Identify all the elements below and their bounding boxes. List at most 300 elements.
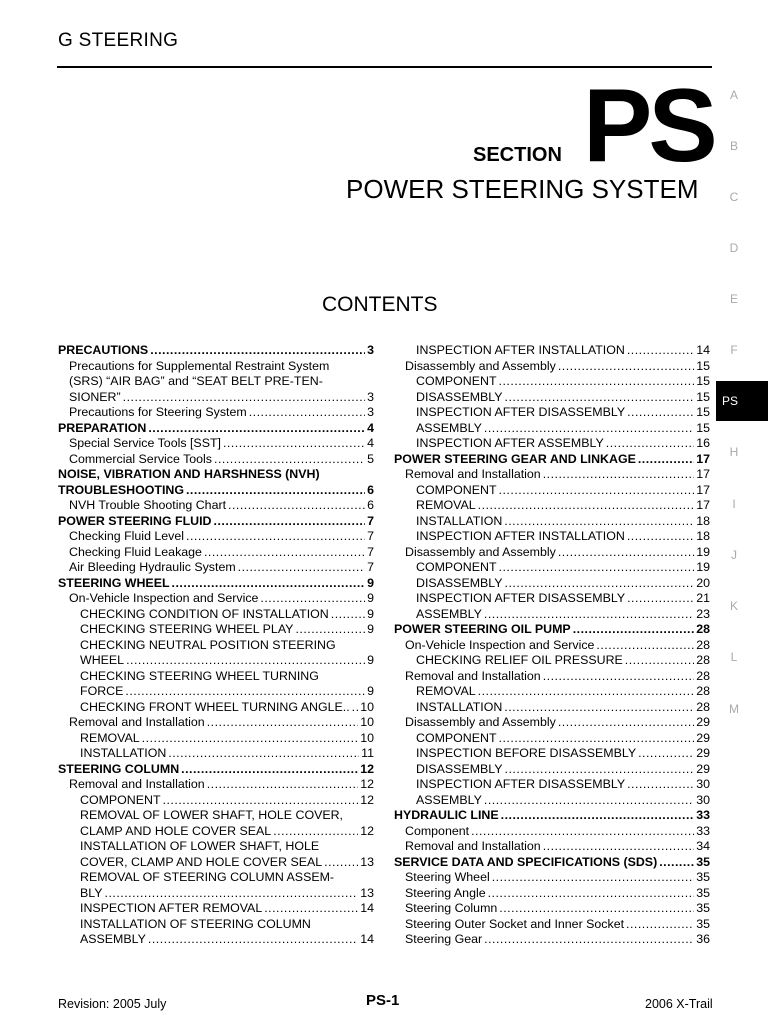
toc-entry[interactable] [394,390,710,406]
toc-dot-leader [264,901,358,917]
toc-entry-title: Steering Angle [405,885,486,900]
toc-entry-page: 35 [696,885,710,900]
toc-entry[interactable] [58,421,374,437]
toc-entry-title: SIONER” [69,389,121,404]
toc-entry-title: FORCE [80,684,124,698]
toc-entry-page: 33 [696,823,710,838]
toc-entry-page: 6 [367,482,374,497]
toc-entry-title: INSPECTION AFTER DISASSEMBLY [416,777,626,791]
toc-entry[interactable] [58,483,374,499]
toc-dot-leader [558,359,694,375]
toc-entry-title: Commercial Service Tools [69,451,212,466]
toc-dot-leader [228,498,365,514]
toc-dot-leader [626,917,694,933]
toc-entry-title: Disassembly and Assembly [405,544,556,559]
toc-dot-leader [163,793,359,809]
toc-entry-title: REMOVAL OF STEERING COLUMN ASSEM- [80,870,335,884]
toc-dot-leader [499,901,694,917]
toc-dot-leader [148,932,358,948]
toc-dot-leader [505,576,695,592]
toc-dot-leader [186,483,365,499]
toc-entry-page: 15 [696,358,710,373]
toc-entry[interactable] [58,932,374,948]
toc-entry-title: REMOVAL [80,730,140,745]
toc-entry-title: Steering Column [405,901,498,915]
toc-entry-title: COMPONENT [416,482,497,497]
toc-entry-title: Steering Gear [405,932,483,946]
toc-entry-title: REMOVAL [416,684,476,698]
toc-right-column [394,343,710,948]
toc-entry[interactable] [394,529,710,545]
toc-dot-leader [499,374,695,390]
toc-entry-title: SERVICE DATA AND SPECIFICATIONS (SDS) [394,854,658,869]
toc-entry-page: 35 [696,870,710,884]
toc-entry-title: INSTALLATION [80,746,167,760]
toc-dot-leader [499,483,695,499]
toc-entry[interactable] [58,886,374,902]
toc-entry-title: INSTALLATION OF LOWER SHAFT, HOLE [80,839,320,853]
toc-entry-title: PRECAUTIONS [58,343,149,357]
toc-entry[interactable] [58,855,374,871]
side-index-letter[interactable]: I [732,497,736,511]
toc-entry-title: WHEEL [80,653,125,667]
toc-entry[interactable] [394,467,710,483]
toc-entry-title: INSPECTION AFTER INSTALLATION [416,343,625,357]
toc-dot-leader [505,762,695,778]
toc-entry-title: Checking Fluid Leakage [69,544,202,559]
toc-entry[interactable] [394,669,710,685]
toc-entry[interactable] [394,514,710,530]
toc-entry-page: 29 [696,761,710,776]
toc-entry-page: 6 [367,498,374,512]
toc-entry[interactable] [394,452,710,468]
toc-entry-title: POWER STEERING FLUID [58,513,212,528]
toc-entry[interactable] [394,855,710,871]
toc-entry-title: INSPECTION AFTER DISASSEMBLY [416,591,626,605]
toc-dot-leader [478,684,695,700]
toc-dot-leader [125,684,365,700]
toc-dot-leader [238,560,365,576]
toc-entry[interactable] [58,669,374,685]
toc-dot-leader [168,746,359,762]
toc-entry-title: CLAMP AND HOLE COVER SEAL [80,823,272,838]
toc-entry[interactable] [394,483,710,499]
toc-entry-title: On-Vehicle Inspection and Service [69,591,259,605]
toc-entry-title: TROUBLESHOOTING [58,482,184,497]
toc-entry[interactable] [394,762,710,778]
toc-entry-page: 17 [696,451,710,466]
toc-entry-title: Removal and Installation [69,715,205,729]
toc-entry[interactable] [58,467,374,483]
toc-entry-title: Component [405,823,470,838]
toc-entry[interactable] [58,498,374,514]
toc-dot-leader [123,390,365,406]
toc-entry[interactable] [394,715,710,731]
toc-entry[interactable] [394,808,710,824]
toc-dot-leader [638,746,694,762]
toc-dot-leader [558,545,694,561]
group-title: G STEERING [58,30,179,51]
toc-entry-title: ASSEMBLY [416,792,482,807]
toc-entry-page: 7 [367,560,374,574]
toc-entry-title: NOISE, VIBRATION AND HARSHNESS (NVH) [58,467,320,481]
toc-entry-title: Air Bleeding Hydraulic System [69,560,236,574]
toc-entry-title: COMPONENT [416,374,497,388]
toc-entry[interactable] [394,901,710,917]
toc-entry-page: 12 [360,761,374,776]
toc-entry-title: Precautions for Steering System [69,405,247,419]
toc-entry[interactable] [58,917,374,933]
toc-entry[interactable] [58,638,374,654]
toc-dot-leader [499,560,695,576]
toc-entry[interactable] [394,374,710,390]
toc-entry-page: 28 [696,622,710,636]
toc-entry[interactable] [58,715,374,731]
toc-entry-page: 34 [696,839,710,853]
toc-entry-page: 7 [367,513,374,528]
toc-dot-leader [260,591,365,607]
toc-dot-leader [186,529,365,545]
side-index-letter[interactable]: C [729,190,739,204]
toc-entry-title: BLY [80,885,103,900]
toc-entry[interactable] [394,824,710,840]
toc-entry-page: 15 [696,420,710,435]
toc-entry[interactable] [58,653,374,669]
toc-entry[interactable] [394,839,710,855]
toc-entry-title: Steering Outer Socket and Inner Socket [405,916,625,931]
toc-entry-title: INSTALLATION [416,513,503,528]
toc-entry-title: PREPARATION [58,420,147,435]
toc-dot-leader [471,824,694,840]
toc-entry[interactable] [394,746,710,762]
toc-entry-title: ASSEMBLY [80,932,146,946]
toc-entry-title: (SRS) “AIR BAG” and “SEAT BELT PRE-TEN- [69,374,323,388]
toc-entry[interactable] [394,591,710,607]
toc-entry-title: HYDRAULIC LINE [394,808,499,822]
toc-dot-leader [505,390,695,406]
toc-entry-page: 16 [696,436,710,450]
side-index-letter[interactable]: L [730,650,738,664]
toc-entry[interactable] [394,607,710,623]
toc-entry[interactable] [394,421,710,437]
toc-entry-page: 11 [361,746,374,760]
toc-entry-title: ASSEMBLY [416,606,482,621]
toc-entry-page: 13 [360,885,374,900]
toc-dot-leader [484,932,694,948]
toc-entry[interactable] [58,762,374,778]
toc-entry-page: 35 [696,916,710,931]
toc-entry-page: 9 [367,575,374,590]
toc-entry-title: REMOVAL OF LOWER SHAFT, HOLE COVER, [80,808,343,822]
toc-entry-page: 35 [696,854,710,869]
toc-entry-title: CHECKING STEERING WHEEL PLAY [80,622,294,636]
toc-entry-page: 35 [696,901,710,915]
toc-dot-leader [627,529,694,545]
toc-entry[interactable] [394,731,710,747]
toc-dot-leader [627,405,694,421]
toc-entry-title: COVER, CLAMP AND HOLE COVER SEAL [80,854,323,869]
toc-entry[interactable] [58,405,374,421]
toc-entry-title: STEERING WHEEL [58,575,170,590]
toc-dot-leader [142,731,359,747]
toc-dot-leader [573,622,695,638]
toc-dot-leader [126,653,365,669]
toc-entry-page: 14 [360,932,374,946]
toc-entry-title: Steering Wheel [405,870,490,884]
toc-dot-leader [331,607,365,623]
toc-entry-page: 19 [696,560,710,574]
toc-entry-title: Disassembly and Assembly [405,358,556,373]
toc-entry[interactable] [58,746,374,762]
toc-entry-page: 28 [696,637,710,652]
toc-entry-title: INSPECTION BEFORE DISASSEMBLY [416,746,637,760]
toc-entry[interactable] [58,684,374,700]
toc-entry[interactable] [394,545,710,561]
toc-entry[interactable] [58,870,374,886]
toc-entry-page: 36 [696,932,710,946]
toc-entry[interactable] [58,622,374,638]
toc-entry-page: 23 [696,606,710,621]
toc-dot-leader [214,514,366,530]
toc-entry-page: 9 [367,684,374,698]
toc-dot-leader [295,622,365,638]
toc-entry[interactable] [394,560,710,576]
toc-dot-leader [488,886,695,902]
toc-entry[interactable] [394,793,710,809]
toc-entry-title: INSPECTION AFTER REMOVAL [80,901,263,915]
toc-entry[interactable] [58,436,374,452]
toc-dot-leader [543,467,695,483]
toc-entry-title: POWER STEERING GEAR AND LINKAGE [394,451,636,466]
toc-entry[interactable] [58,576,374,592]
toc-entry[interactable] [58,777,374,793]
toc-entry[interactable] [394,870,710,886]
toc-entry-title: DISASSEMBLY [416,575,503,590]
toc-dot-leader [501,808,695,824]
toc-entry[interactable] [58,808,374,824]
section-name: POWER STEERING SYSTEM [346,174,699,204]
toc-dot-leader [204,545,365,561]
toc-entry[interactable] [394,700,710,716]
toc-entry[interactable] [58,514,374,530]
toc-entry-title: Removal and Installation [405,839,541,853]
toc-entry[interactable] [394,498,710,514]
toc-dot-leader [484,607,694,623]
toc-dot-leader [324,855,358,871]
toc-entry[interactable] [58,793,374,809]
toc-dot-leader [478,498,695,514]
toc-entry-title: POWER STEERING OIL PUMP [394,622,571,636]
toc-entry-title: COMPONENT [416,730,497,745]
toc-entry-page: 9 [367,606,374,621]
toc-entry-page: 28 [696,668,710,683]
toc-entry[interactable] [58,545,374,561]
toc-entry-title: NVH Trouble Shooting Chart [69,498,227,512]
toc-entry-title: DISASSEMBLY [416,761,503,776]
toc-entry[interactable] [58,343,374,359]
toc-entry[interactable] [58,529,374,545]
toc-entry[interactable] [58,901,374,917]
toc-entry[interactable] [58,374,374,390]
side-index-letter[interactable]: D [729,241,739,255]
toc-entry-page: 28 [696,699,710,714]
toc-entry-page: 29 [696,730,710,745]
toc-entry-page: 14 [360,901,374,915]
toc-dot-leader [659,855,694,871]
toc-entry-title: Disassembly and Assembly [405,715,556,729]
toc-entry-page: 18 [696,513,710,528]
toc-entry-page: 10 [360,699,374,714]
toc-entry-title: INSPECTION AFTER INSTALLATION [416,529,625,543]
toc-entry-page: 28 [696,684,710,698]
toc-entry-title: COMPONENT [416,560,497,574]
toc-entry-page: 17 [696,498,710,512]
toc-dot-leader [504,514,694,530]
toc-entry-page: 4 [367,436,374,450]
toc-entry-page: 9 [367,622,374,636]
toc-entry[interactable] [58,700,374,716]
toc-entry-title: REMOVAL [416,498,476,512]
toc-dot-leader [273,824,358,840]
toc-entry-title: COMPONENT [80,792,161,807]
section-code: PS [583,68,714,184]
side-index-letter[interactable]: A [729,88,738,102]
toc-entry-page: 3 [367,343,374,357]
toc-entry[interactable] [394,622,710,638]
toc-dot-leader [181,762,358,778]
toc-entry-page: 29 [696,746,710,760]
toc-dot-leader [543,839,695,855]
toc-entry[interactable] [58,607,374,623]
toc-entry-title: INSPECTION AFTER ASSEMBLY [416,436,604,450]
toc-dot-leader [207,777,359,793]
toc-entry[interactable] [58,390,374,406]
toc-entry[interactable] [394,436,710,452]
side-index-active-tab[interactable]: PS [716,381,768,421]
toc-entry[interactable] [394,576,710,592]
toc-entry-page: 12 [360,792,374,807]
toc-entry-page: 15 [696,405,710,419]
toc-entry-page: 14 [696,343,710,357]
toc-entry-page: 15 [696,389,710,404]
footer-model: 2006 X-Trail [645,997,713,1011]
toc-entry[interactable] [58,591,374,607]
contents-title: CONTENTS [322,293,438,316]
toc-entry[interactable] [394,684,710,700]
toc-dot-leader [150,343,365,359]
toc-entry[interactable] [394,359,710,375]
toc-entry[interactable] [394,886,710,902]
toc-dot-leader [625,653,694,669]
toc-dot-leader [558,715,694,731]
toc-entry-page: 17 [696,482,710,497]
toc-entry[interactable] [58,824,374,840]
toc-entry-title: On-Vehicle Inspection and Service [405,637,595,652]
toc-dot-leader [484,793,694,809]
side-index-letter[interactable]: F [730,343,738,357]
toc-entry-page: 12 [360,823,374,838]
toc-dot-leader [596,638,694,654]
toc-entry-page: 20 [696,575,710,590]
toc-dot-leader [627,591,694,607]
toc-entry-page: 18 [696,529,710,543]
toc-entry-page: 29 [696,715,710,729]
toc-entry[interactable] [394,777,710,793]
toc-entry[interactable] [394,917,710,933]
toc-entry[interactable] [58,839,374,855]
side-index-letter[interactable]: H [729,445,739,459]
toc-entry[interactable] [58,359,374,375]
toc-entry-title: Removal and Installation [69,777,205,791]
toc-entry[interactable] [394,653,710,669]
toc-entry[interactable] [394,405,710,421]
toc-entry-title: Special Service Tools [SST] [69,436,221,450]
toc-entry-page: 30 [696,792,710,807]
toc-entry-title: INSTALLATION OF STEERING COLUMN [80,916,311,931]
toc-entry[interactable] [394,343,710,359]
toc-dot-leader [484,421,694,437]
toc-entry-page: 5 [367,451,374,466]
toc-entry-title: Removal and Installation [405,668,541,683]
toc-entry-title: INSTALLATION [416,699,503,714]
toc-entry-title: Precautions for Supplemental Restraint System [69,358,330,373]
toc-entry[interactable] [58,452,374,468]
toc-dot-leader [627,777,694,793]
toc-entry-title: ASSEMBLY [416,420,482,435]
toc-entry-title: Checking Fluid Level [69,529,185,543]
toc-dot-leader [627,343,694,359]
toc-entry-title: CHECKING RELIEF OIL PRESSURE [416,653,623,667]
toc-entry-page: 21 [696,591,710,605]
toc-entry-title: CHECKING FRONT WHEEL TURNING ANGLE.. [80,699,350,714]
toc-entry-page: 13 [360,854,374,869]
toc-dot-leader [606,436,694,452]
side-index-letter[interactable]: J [731,548,737,562]
toc-left-column [58,343,374,948]
toc-entry-title: CHECKING NEUTRAL POSITION STEERING [80,637,336,652]
toc-entry-page: 3 [367,405,374,419]
toc-entry[interactable] [58,731,374,747]
toc-entry-page: 3 [367,389,374,404]
side-index-letter[interactable]: B [729,139,738,153]
toc-entry-page: 30 [696,777,710,791]
toc-dot-leader [148,421,365,437]
side-index-letter[interactable]: M [729,702,739,716]
toc-entry-title: CHECKING STEERING WHEEL TURNING [80,668,319,683]
toc-entry-title: DISASSEMBLY [416,389,503,404]
side-index-letter[interactable]: K [729,599,738,613]
toc-entry[interactable] [394,932,710,948]
toc-dot-leader [105,886,359,902]
toc-entry-page: 17 [696,467,710,481]
toc-dot-leader [492,870,694,886]
toc-dot-leader [172,576,366,592]
toc-dot-leader [214,452,365,468]
toc-dot-leader [504,700,694,716]
toc-entry-page: 28 [696,653,710,667]
toc-dot-leader [207,715,359,731]
toc-entry-page: 15 [696,374,710,388]
toc-entry-page: 4 [367,420,374,435]
toc-entry[interactable] [394,638,710,654]
toc-entry-title: Removal and Installation [405,467,541,481]
section-word: SECTION [473,144,562,166]
side-index-letter[interactable]: E [729,292,738,306]
footer-page-id: PS-1 [366,992,400,1009]
toc-entry[interactable] [58,560,374,576]
toc-entry-title: INSPECTION AFTER DISASSEMBLY [416,405,626,419]
toc-entry-title: CHECKING CONDITION OF INSTALLATION [80,606,329,621]
